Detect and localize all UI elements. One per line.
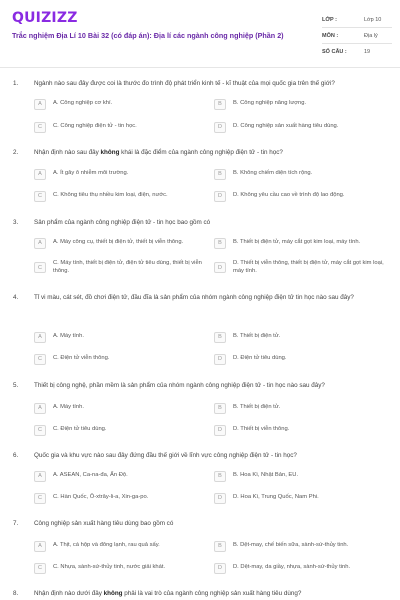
option-text: C. Hàn Quốc, Ô-xtrây-li-a, Xin-ga-po. <box>53 494 149 501</box>
meta-row-grade <box>322 12 392 28</box>
question-text: Sản phẩm của ngành công nghiệp điện tử - tin học bao gồm có <box>34 219 211 226</box>
question-number: 8. <box>13 590 19 597</box>
page-header <box>0 0 400 68</box>
question-text: Ngành nào sau đây được coi là thước đo trình độ phát triển kinh tế - kĩ thuật của mọi quốc gia trên thế giới? <box>34 80 335 87</box>
option-c[interactable] <box>34 188 214 204</box>
option-letter: B <box>214 99 226 110</box>
option-text: B. Thiết bị điện tử. <box>233 333 281 340</box>
option-letter: D <box>214 354 226 365</box>
option-b[interactable] <box>214 329 394 345</box>
option-b[interactable] <box>214 235 394 251</box>
option-d[interactable] <box>214 422 394 438</box>
option-text: A. Ít gây ô nhiễm môi trường. <box>53 170 129 177</box>
question-text: Nhận định nào sau đây không khái là đặc điểm của ngành công nghiệp điện tử - tin học? <box>34 149 283 156</box>
meta-value: Địa lý <box>364 32 378 39</box>
option-text: C. Công nghiệp điện tử - tin học. <box>53 123 137 130</box>
option-text: B. Hoa Kì, Nhật Bản, EU. <box>233 472 299 479</box>
option-text: D. Thiết bị viễn thông. <box>233 426 290 433</box>
meta-value: Lớp 10 <box>364 16 382 23</box>
option-letter: D <box>214 425 226 436</box>
meta-label: MÔN : <box>322 32 339 39</box>
quizizz-logo: QUIZIZZ <box>12 10 78 26</box>
option-text: D. Không yêu cầu cao về trình độ lao động. <box>233 192 345 199</box>
question-text: Quốc gia và khu vực nào sau đây đứng đầu thế giới về lĩnh vực công nghiệp điện tử - tin học? <box>34 452 297 459</box>
option-text: D. Dệt-may, da giầy, nhựa, sành-sứ-thủy tinh. <box>233 564 351 571</box>
option-text: A. Máy tính. <box>53 404 84 411</box>
option-letter: B <box>214 332 226 343</box>
option-d[interactable] <box>214 490 394 506</box>
option-letter: C <box>34 563 46 574</box>
option-letter: C <box>34 191 46 202</box>
option-a[interactable] <box>34 166 214 182</box>
option-letter: C <box>34 354 46 365</box>
option-letter: A <box>34 471 46 482</box>
option-b[interactable] <box>214 468 394 484</box>
emphasis-text: không <box>103 590 123 597</box>
option-letter: B <box>214 238 226 249</box>
option-d[interactable] <box>214 188 394 204</box>
option-a[interactable] <box>34 538 214 554</box>
question-number: 1. <box>13 80 19 87</box>
meta-row-count <box>322 44 392 60</box>
option-text: A. ASEAN, Ca-na-đa, Ấn Độ. <box>53 472 128 479</box>
option-letter: D <box>214 563 226 574</box>
question-number: 3. <box>13 219 19 226</box>
option-text: D. Thiết bị viễn thông, thiết bị điện tử, máy cắt gọt kim loại, máy tính. <box>233 260 384 274</box>
option-letter: A <box>34 332 46 343</box>
meta-label: SỐ CÂU : <box>322 49 347 55</box>
option-letter: B <box>214 403 226 414</box>
question-number: 5. <box>13 382 19 389</box>
question-text: Thiết bị công nghệ, phần mềm là sản phẩm của nhóm ngành công nghiệp điện tử - tin học nào sau đây? <box>34 382 325 389</box>
option-text: C. Máy tính, thiết bị điện tử, điện tử tiêu dùng, thiết bị viễn thông. <box>53 260 202 274</box>
option-letter: A <box>34 238 46 249</box>
emphasis-text: không <box>100 149 120 156</box>
option-text: B. Dệt-may, chế biến sữa, sành-sứ-thủy tinh. <box>233 542 349 549</box>
question-number: 7. <box>13 520 19 527</box>
option-letter: A <box>34 403 46 414</box>
option-letter: D <box>214 191 226 202</box>
option-text: A. Công nghiệp cơ khí. <box>53 100 113 107</box>
option-b[interactable] <box>214 166 394 182</box>
option-b[interactable] <box>214 400 394 416</box>
option-a[interactable] <box>34 400 214 416</box>
option-b[interactable] <box>214 96 394 112</box>
option-letter: B <box>214 541 226 552</box>
option-text: D. Hoa Kì, Trung Quốc, Nam Phi. <box>233 494 319 501</box>
option-c[interactable] <box>34 257 214 278</box>
quiz-meta <box>322 12 392 60</box>
option-text: A. Thịt, cá hộp và đông lạnh, rau quả sấy. <box>53 542 160 549</box>
option-text: B. Thiết bị điện tử, máy cắt gọt kim loại, máy tính. <box>233 239 361 246</box>
option-d[interactable] <box>214 560 394 576</box>
option-a[interactable] <box>34 468 214 484</box>
option-letter: C <box>34 262 46 273</box>
question-text: Nhận định nào dưới đây không phải là vai trò của ngành công nghiệp sản xuất hàng tiêu dùng? <box>34 590 302 597</box>
option-text: D. Điện tử tiêu dùng. <box>233 355 287 362</box>
quiz-title: Trắc nghiệm Địa Lí 10 Bài 32 (có đáp án): Địa lí các ngành công nghiệp (Phần 2) <box>12 31 284 40</box>
option-c[interactable] <box>34 560 214 576</box>
option-text: D. Công nghiệp sản xuất hàng tiêu dùng. <box>233 123 339 130</box>
question-number: 2. <box>13 149 19 156</box>
option-letter: C <box>34 425 46 436</box>
option-text: B. Công nghiệp năng lượng. <box>233 100 307 107</box>
option-d[interactable] <box>214 119 394 135</box>
option-text: B. Thiết bị điện tử. <box>233 404 281 411</box>
option-letter: A <box>34 99 46 110</box>
option-c[interactable] <box>34 351 214 367</box>
option-letter: B <box>214 169 226 180</box>
question-text: Tỉ vi màu, cát sét, đồ chơi điện tử, đầu đĩa là sản phẩm của nhóm ngành công nghiệp điện tử tin học nào sau đây? <box>34 294 354 301</box>
meta-row-subject <box>322 28 392 44</box>
question-number: 6. <box>13 452 19 459</box>
option-letter: B <box>214 471 226 482</box>
option-a[interactable] <box>34 235 214 251</box>
option-d[interactable] <box>214 257 394 278</box>
option-c[interactable] <box>34 490 214 506</box>
option-text: C. Điện tử viễn thông. <box>53 355 110 362</box>
meta-value: 19 <box>364 49 371 55</box>
option-letter: D <box>214 493 226 504</box>
option-text: C. Nhựa, sành-sứ-thủy tinh, nước giải khát. <box>53 564 166 571</box>
option-letter: D <box>214 262 226 273</box>
option-text: C. Điện tử tiêu dùng. <box>53 426 107 433</box>
option-letter: C <box>34 493 46 504</box>
meta-label: LỚP : <box>322 16 337 23</box>
option-a[interactable] <box>34 96 214 112</box>
option-text: C. Không tiêu thụ nhiều kim loại, điện, nước. <box>53 192 168 199</box>
option-d[interactable] <box>214 351 394 367</box>
option-letter: C <box>34 122 46 133</box>
option-letter: A <box>34 541 46 552</box>
option-c[interactable] <box>34 422 214 438</box>
option-a[interactable] <box>34 329 214 345</box>
option-c[interactable] <box>34 119 214 135</box>
option-letter: A <box>34 169 46 180</box>
option-text: B. Không chiếm diện tích rộng. <box>233 170 313 177</box>
option-b[interactable] <box>214 538 394 554</box>
option-text: A. Máy tính. <box>53 333 84 340</box>
option-letter: D <box>214 122 226 133</box>
question-number: 4. <box>13 294 19 301</box>
option-text: A. Máy công cụ, thiết bị điện tử, thiết bị viễn thông. <box>53 239 184 246</box>
question-text: Công nghiệp sản xuất hàng tiêu dùng bao gồm có <box>34 520 174 527</box>
